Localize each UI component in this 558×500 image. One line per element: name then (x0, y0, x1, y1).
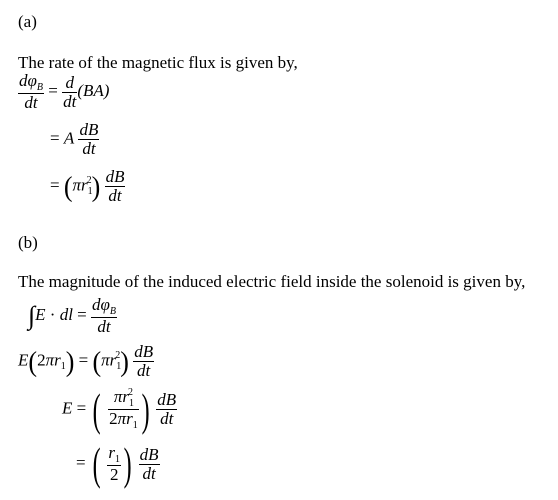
equation-b-line-4: = ( $\frac{r_1}{2}$ ) $\frac{dB}{dt}$ (76, 437, 159, 490)
equation-b-line-2: $E(2\pi r_1) = (\pi r_1^2)$ $\frac{dB}{dt}$ (18, 342, 154, 380)
part-a-label: (a) (18, 12, 37, 31)
equation-a-line-3: = $(\pi r_1^2)$ $\frac{dB}{dt}$ (50, 167, 125, 205)
equation-b-line-1: ∫E · dl = $\frac{d\varphi_B}{dt}$ (28, 295, 117, 336)
part-a-intro: The rate of the magnetic flux is given by, (18, 53, 298, 72)
equation-a-line-2: = A $\frac{dB}{dt}$ (50, 120, 99, 158)
equation-b-line-3: E = ( $\frac{\pi r_1^2}{2\pi r_1}$ ) $\frac{dB}{dt}$ (62, 383, 177, 435)
part-b-intro: The magnitude of the induced electric field inside the solenoid is given by, (18, 272, 526, 291)
part-b-label: (b) (18, 233, 38, 252)
equation-a-line-1: $\frac{d\varphi_B}{dt}$ = $\frac{d}{dt}$ (BA) (19, 71, 110, 112)
